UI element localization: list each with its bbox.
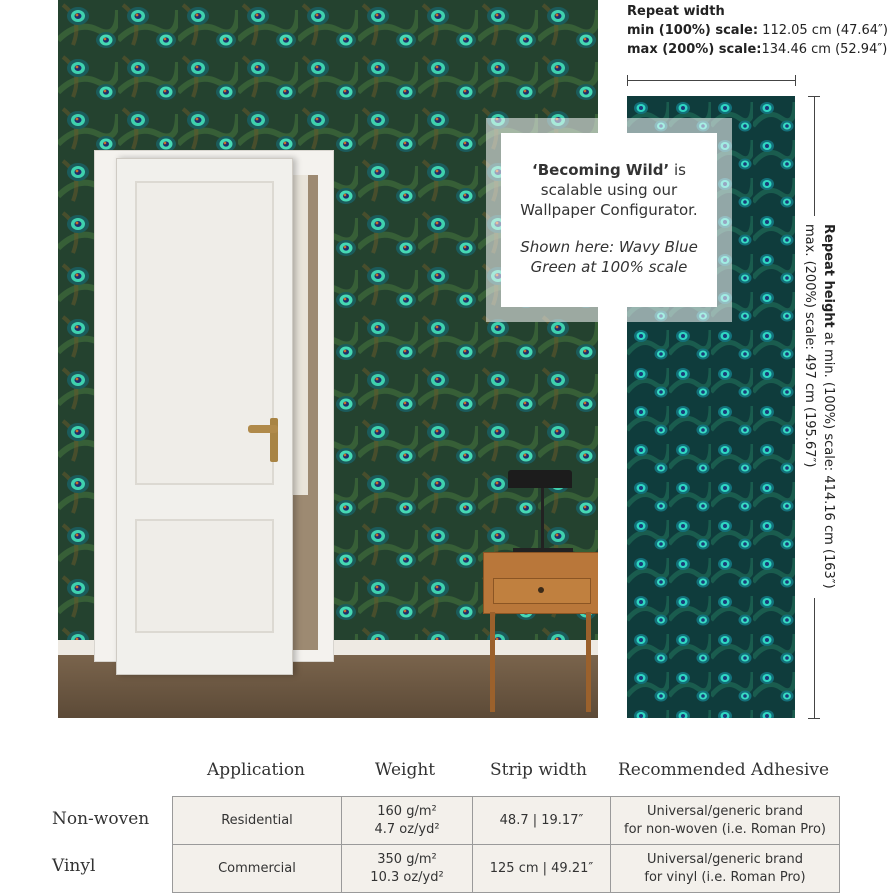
table-leg	[586, 612, 591, 712]
repeat-width-title: Repeat width	[627, 4, 725, 19]
lamp-pole	[541, 488, 544, 550]
adhesive-line2: for non-woven (i.e. Roman Pro)	[624, 821, 826, 837]
cell-weight	[342, 797, 473, 845]
repeat-height-max: max. (200%) scale: 497 cm (195.67″)	[802, 224, 817, 468]
door-upper-panel	[135, 181, 274, 485]
weight-imperial: 10.3 oz/yd²	[370, 869, 444, 885]
shown-line1: Shown here: Wavy Blue	[520, 238, 698, 256]
header-application: Application	[206, 760, 306, 780]
repeat-width-max-value: 134.46 cm (52.94″)	[761, 42, 888, 57]
cell-strip-width: 48.7 | 19.17″	[473, 797, 611, 845]
repeat-height-dimension-line	[814, 598, 815, 718]
repeat-height-min: at min. (100%) scale: 414.16 cm (163″)	[821, 327, 836, 589]
info-box	[501, 133, 717, 307]
adhesive-line1: Universal/generic brand	[647, 803, 803, 819]
header-adhesive: Recommended Adhesive	[617, 760, 830, 780]
table-row	[173, 797, 840, 845]
repeat-width-dimension-line	[627, 80, 795, 81]
product-name: ‘Becoming Wild’	[532, 161, 670, 179]
dimension-tick	[808, 96, 820, 97]
dimension-tick	[808, 718, 820, 719]
info-line3: Wallpaper Configurator.	[520, 201, 698, 219]
dimension-tick	[627, 75, 628, 86]
row-label-vinyl: Vinyl	[52, 856, 96, 876]
lamp-shade	[508, 470, 572, 488]
cell-adhesive	[611, 845, 840, 893]
cell-application: Residential	[173, 797, 342, 845]
white-door	[116, 158, 293, 675]
cell-adhesive	[611, 797, 840, 845]
shown-line2: Green at 100% scale	[530, 258, 688, 276]
cell-application: Commercial	[173, 845, 342, 893]
weight-metric: 350 g/m²	[377, 851, 437, 867]
info-line1-rest: is	[669, 161, 686, 179]
repeat-height-dimension-line	[814, 96, 815, 216]
door-lower-panel	[135, 519, 274, 633]
table-leg	[490, 612, 495, 712]
repeat-height-info	[800, 224, 838, 589]
drawer-knob	[538, 587, 544, 593]
door-handle	[248, 425, 278, 433]
repeat-width-max-label: max (200%) scale:	[627, 42, 762, 57]
repeat-width-min-label: min (100%) scale:	[627, 23, 759, 38]
repeat-height-title: Repeat height	[821, 224, 836, 328]
dimension-tick	[795, 75, 796, 86]
info-line2: scalable using our	[540, 181, 678, 199]
cell-strip-width: 125 cm | 49.21″	[473, 845, 611, 893]
repeat-width-info	[627, 2, 888, 59]
weight-imperial: 4.7 oz/yd²	[374, 821, 440, 837]
table-row	[173, 845, 840, 893]
adhesive-line2: for vinyl (i.e. Roman Pro)	[644, 869, 806, 885]
header-weight: Weight	[374, 760, 436, 780]
weight-metric: 160 g/m²	[377, 803, 437, 819]
row-label-non-woven: Non-woven	[52, 809, 150, 829]
spec-table	[172, 796, 840, 893]
header-strip-width: Strip width	[490, 760, 587, 780]
cell-weight	[342, 845, 473, 893]
adhesive-line1: Universal/generic brand	[647, 851, 803, 867]
room-scene-image	[58, 0, 598, 718]
repeat-width-min-value: 112.05 cm (47.64″)	[758, 23, 888, 38]
